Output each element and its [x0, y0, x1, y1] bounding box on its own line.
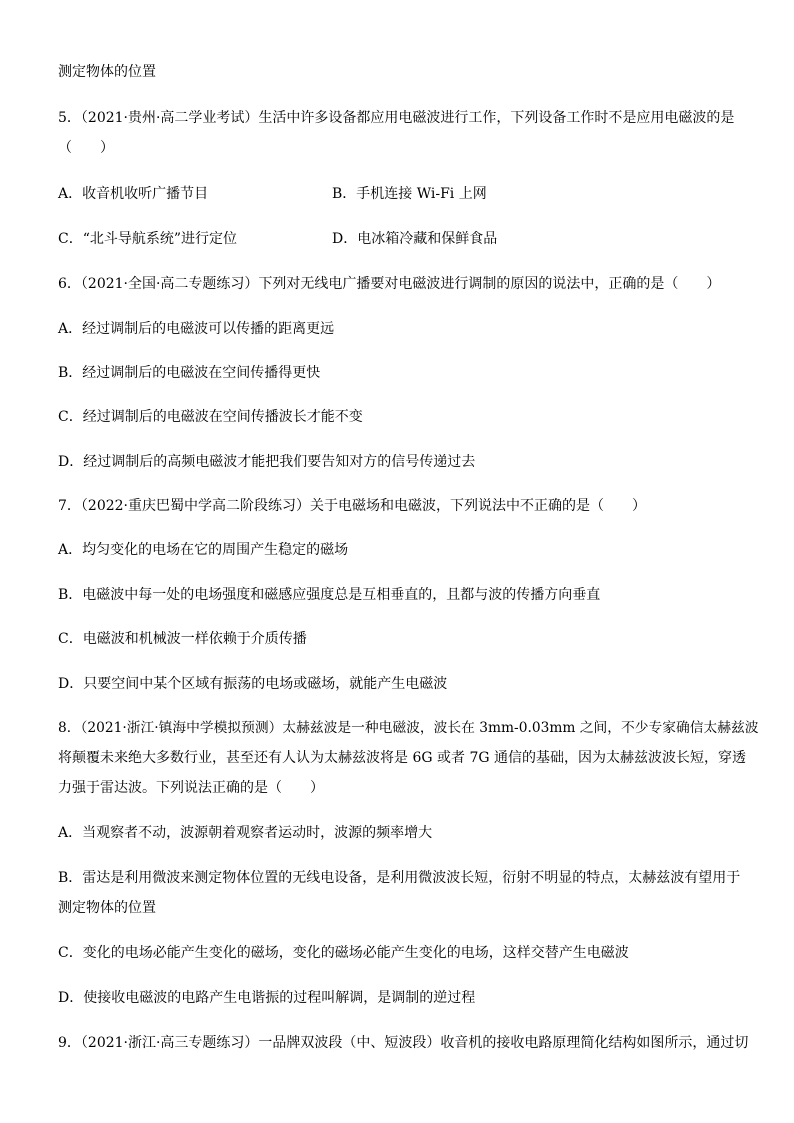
question-8-stem-line-2: 将颠覆未来绝大多数行业，甚至还有人认为太赫兹波将是 6G 或者 7G 通信的基础，因为太赫兹波波长短，穿透 — [58, 750, 746, 766]
question-6-stem: 6．（2021·全国·高二专题练习）下列对无线电广播要对电磁波进行调制的原因的说法中，正确的是（ ） — [58, 276, 721, 292]
question-7-stem: 7．（2022·重庆巴蜀中学高二阶段练习）关于电磁场和电磁波，下列说法中不正确的是（ ） — [58, 498, 646, 514]
question-8-option-d: D．使接收电磁波的电路产生电谐振的过程叫解调，是调制的逆过程 — [58, 990, 476, 1006]
question-8-option-a: A．当观察者不动，波源朝着观察者运动时，波源的频率增大 — [58, 825, 433, 841]
question-9-stem-line-1: 9．（2021·浙江·高三专题练习）一品牌双波段（中、短波段）收音机的接收电路原理简化结构如图所示，通过切 — [58, 1035, 749, 1051]
question-7-option-a: A．均匀变化的电场在它的周围产生稳定的磁场 — [58, 542, 349, 558]
question-8-stem-line-1: 8．（2021·浙江·镇海中学模拟预测）太赫兹波是一种电磁波，波长在 3mm-0.03mm 之间，不少专家确信太赫兹波 — [58, 720, 759, 736]
question-6-option-c: C．经过调制后的电磁波在空间传播波长才能不变 — [58, 409, 363, 425]
question-8-option-b-line-1: B．雷达是利用微波来测定物体位置的无线电设备，是利用微波波长短，衍射不明显的特点，太赫兹波有望用于 — [58, 870, 741, 886]
question-5-option-a: A．收音机收听广播节目 — [58, 186, 209, 202]
question-7-option-d: D．只要空间中某个区域有振荡的电场或磁场，就能产生电磁波 — [58, 676, 448, 692]
question-5-option-c: C．“北斗导航系统”进行定位 — [58, 231, 238, 247]
question-6-option-b: B．经过调制后的电磁波在空间传播得更快 — [58, 365, 321, 381]
question-6-option-d: D．经过调制后的高频电磁波才能把我们要告知对方的信号传递过去 — [58, 454, 476, 470]
question-6-option-a: A．经过调制后的电磁波可以传播的距离更远 — [58, 321, 335, 337]
question-5-stem-line-2: （ ） — [58, 140, 114, 156]
question-5-option-b: B．手机连接 Wi-Fi 上网 — [332, 186, 487, 202]
question-8-stem-line-3: 力强于雷达波。下列说法正确的是（ ） — [58, 780, 324, 796]
question-8-option-c: C．变化的电场必能产生变化的磁场，变化的磁场必能产生变化的电场，这样交替产生电磁波 — [58, 945, 629, 961]
question-5-stem-line-1: 5．（2021·贵州·高二学业考试）生活中许多设备都应用电磁波进行工作，下列设备工作时不是应用电磁波的是 — [58, 110, 735, 126]
question-7-option-c: C．电磁波和机械波一样依赖于介质传播 — [58, 631, 307, 647]
question-8-option-b-line-2: 测定物体的位置 — [58, 900, 156, 916]
question-5-option-d: D．电冰箱冷藏和保鲜食品 — [332, 231, 498, 247]
continued-line: 测定物体的位置 — [58, 64, 156, 80]
question-7-option-b: B．电磁波中每一处的电场强度和磁感应强度总是互相垂直的，且都与波的传播方向垂直 — [58, 587, 601, 603]
